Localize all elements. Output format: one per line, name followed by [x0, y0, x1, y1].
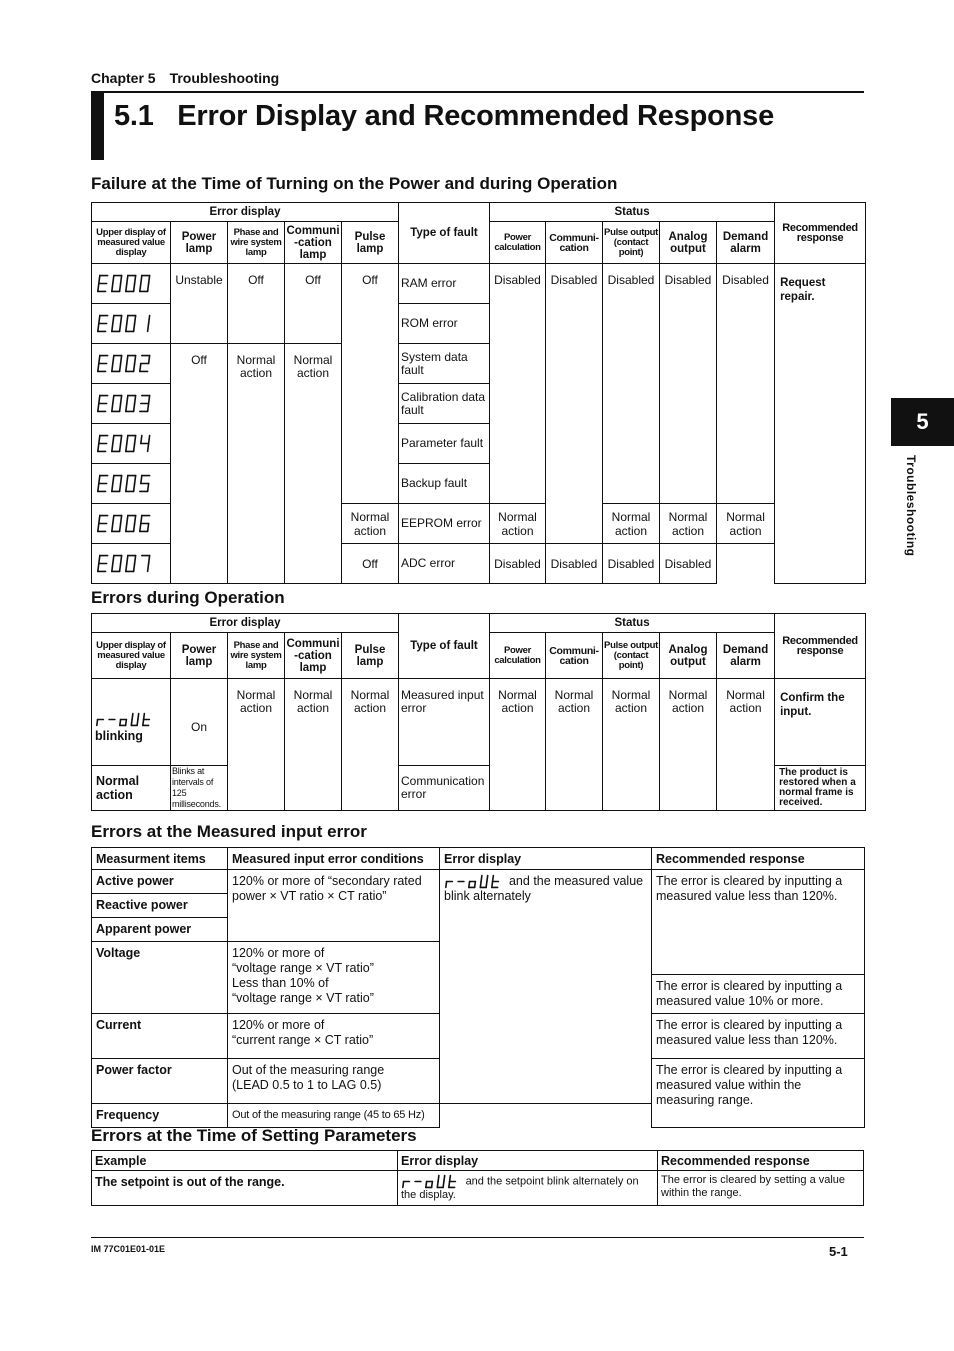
pulse-lamp-cell: Normal action — [342, 504, 399, 544]
chapter-tab-label: Troubleshooting — [904, 455, 918, 557]
comm-lamp-cell: Normal action — [285, 679, 342, 811]
status-power-calc: Normal action — [490, 504, 546, 544]
col-comm-lamp: Communi -cation lamp — [285, 222, 342, 264]
col-example: Example — [92, 1151, 398, 1171]
cond-line: “voltage range × VT ratio” — [232, 991, 374, 1005]
pulse-lamp-cell: Off — [342, 264, 399, 504]
blink-interval-note: Blinks at intervals of 125 milliseconds. — [171, 766, 228, 811]
condition-voltage — [228, 942, 440, 1014]
fault-cell: EEPROM error — [399, 504, 490, 544]
error-code-e004 — [92, 424, 171, 464]
status-demand: Disabled — [717, 264, 775, 504]
fault-cell: Parameter fault — [399, 424, 490, 464]
group-error-display: Error display — [92, 203, 399, 222]
section4-heading: Errors at the Time of Setting Parameters — [91, 1126, 417, 1145]
phase-lamp-cell: Off — [228, 264, 285, 344]
status-power-calc: Disabled — [490, 544, 546, 584]
col-phase-lamp: Phase and wire system lamp — [228, 633, 285, 679]
recommended-cell: Request repair. — [775, 264, 866, 584]
col-type-of-fault: Type of fault — [399, 614, 490, 679]
section2-heading: Errors during Operation — [91, 588, 285, 607]
blinking-label: blinking — [95, 728, 143, 743]
item-voltage: Voltage — [92, 942, 228, 1014]
chapter-title: Troubleshooting — [169, 70, 280, 86]
col-type-of-fault: Type of fault — [399, 203, 490, 264]
col-analog-output: Analog output — [660, 222, 717, 264]
measured-input-table — [91, 847, 865, 1128]
col-power-calc: Power calculation — [490, 633, 546, 679]
fault-cell: ROM error — [399, 304, 490, 344]
status-demand: Normal action — [717, 504, 775, 544]
status-pulse-output: Normal action — [603, 679, 660, 811]
item-power-factor: Power factor — [92, 1059, 228, 1104]
status-comm: Normal action — [546, 679, 603, 811]
error-code-e007 — [92, 544, 171, 584]
status-comm: Disabled — [546, 264, 603, 544]
cond-line: “current range × CT ratio” — [232, 1033, 374, 1047]
section3-heading: Errors at the Measured input error — [91, 822, 367, 841]
fault-cell: Calibration data fault — [399, 384, 490, 424]
col-error-display: Error display — [440, 848, 652, 870]
rec-cell: The error is cleared by setting a value within the range. — [658, 1171, 864, 1206]
item-current: Current — [92, 1014, 228, 1059]
page-number: 5-1 — [829, 1244, 848, 1259]
pulse-lamp-cell: Off — [342, 544, 399, 584]
phase-lamp-cell: Normal action — [228, 344, 285, 584]
col-power-calc: Power calculation — [490, 222, 546, 264]
rec-cell: The error is cleared by inputting a measured value less than 120%. — [652, 1014, 865, 1059]
error-display-text: and the measured value blink alternately — [444, 874, 644, 904]
chapter-tab: 5 — [891, 398, 954, 446]
col-recommended: Recommended response — [775, 614, 866, 679]
col-phase-lamp: Phase and wire system lamp — [228, 222, 285, 264]
col-comm-status: Communi- cation — [546, 633, 603, 679]
item-active-power: Active power — [92, 870, 228, 894]
title-bar — [91, 91, 104, 160]
error-code-e000 — [92, 264, 171, 304]
chapter-number: Chapter 5 — [91, 70, 156, 86]
col-recommended: Recommended response — [652, 848, 865, 870]
status-power-calc: Disabled — [490, 264, 546, 504]
col-recommended: Recommended response — [775, 203, 866, 264]
comm-lamp-cell: Off — [285, 264, 342, 344]
power-lamp-cell: Unstable — [171, 264, 228, 344]
error-display-cell — [398, 1171, 658, 1206]
fault-cell: Communication error — [399, 766, 490, 811]
col-demand-alarm: Demand alarm — [717, 222, 775, 264]
cond-line: (LEAD 0.5 to 1 to LAG 0.5) — [232, 1078, 382, 1092]
fault-cell: ADC error — [399, 544, 490, 584]
col-recommended: Recommended response — [658, 1151, 864, 1171]
status-analog: Normal action — [660, 679, 717, 811]
rout-code — [444, 874, 506, 888]
status-demand: Normal action — [717, 679, 775, 811]
col-analog-output: Analog output — [660, 633, 717, 679]
col-power-lamp: Power lamp — [171, 633, 228, 679]
status-pulse-output: Disabled — [603, 264, 660, 504]
condition-power-factor — [228, 1059, 440, 1104]
fault-cell: Backup fault — [399, 464, 490, 504]
group-error-display: Error display — [92, 614, 399, 633]
fault-cell: RAM error — [399, 264, 490, 304]
condition-current — [228, 1014, 440, 1059]
col-comm-lamp: Communi -cation lamp — [285, 633, 342, 679]
rout-display-cell — [92, 679, 171, 766]
col-pulse-lamp: Pulse lamp — [342, 633, 399, 679]
fault-cell: Measured input error — [399, 679, 490, 766]
pulse-lamp-cell: Normal action — [342, 679, 399, 811]
item-apparent-power: Apparent power — [92, 918, 228, 942]
power-lamp-cell: Off — [171, 344, 228, 584]
cond-line: Out of the measuring range — [232, 1063, 385, 1077]
normal-action-cell: Normal action — [92, 766, 171, 811]
rout-code — [95, 711, 167, 726]
chapter-header — [91, 70, 279, 86]
col-measurement-items: Measurment items — [92, 848, 228, 870]
title-rule — [91, 91, 864, 93]
status-analog: Disabled — [660, 264, 717, 504]
recommended-cell: Confirm the input. — [775, 679, 866, 766]
item-frequency: Frequency — [92, 1104, 228, 1128]
status-demand: Disabled — [660, 544, 717, 584]
cond-line: Less than 10% of — [232, 976, 329, 990]
col-pulse-output: Pulse output (contact point) — [603, 222, 660, 264]
rout-code — [401, 1175, 463, 1187]
section1-heading: Failure at the Time of Turning on the Power and during Operation — [91, 174, 618, 193]
power-lamp-on: On — [171, 679, 228, 766]
error-code-e003 — [92, 384, 171, 424]
cond-line: 120% or more of — [232, 1018, 325, 1032]
cond-line: “voltage range × VT ratio” — [232, 961, 374, 975]
condition-power: 120% or more of “secondary rated power × VT ratio × CT ratio” — [228, 870, 440, 942]
rec-cell: The error is cleared by inputting a measured value less than 120%. — [652, 870, 865, 975]
col-pulse-output: Pulse output (contact point) — [603, 633, 660, 679]
operation-errors-table — [91, 613, 866, 811]
item-reactive-power: Reactive power — [92, 894, 228, 918]
example-cell: The setpoint is out of the range. — [92, 1171, 398, 1206]
col-demand-alarm: Demand alarm — [717, 633, 775, 679]
error-code-e002 — [92, 344, 171, 384]
cond-line: 120% or more of — [232, 946, 325, 960]
rec-cell: The error is cleared by inputting a measured value 10% or more. — [652, 975, 865, 1014]
power-failure-table — [91, 202, 866, 584]
error-display-cell — [440, 870, 652, 1104]
condition-frequency: Out of the measuring range (45 to 65 Hz) — [228, 1104, 440, 1128]
col-power-lamp: Power lamp — [171, 222, 228, 264]
recommended-cell: The product is restored when a normal frame is received. — [775, 766, 866, 811]
comm-lamp-cell: Normal action — [285, 344, 342, 584]
footer-rule — [91, 1237, 864, 1238]
col-upper-display: Upper display of measured value display — [92, 633, 171, 679]
col-error-display: Error display — [398, 1151, 658, 1171]
status-pulse-output: Disabled — [546, 544, 603, 584]
col-pulse-lamp: Pulse lamp — [342, 222, 399, 264]
status-analog: Disabled — [603, 544, 660, 584]
page-title: 5.1 Error Display and Recommended Response — [114, 100, 775, 132]
phase-lamp-cell: Normal action — [228, 679, 285, 811]
error-display-text: and the setpoint blink alternately on the display. — [401, 1175, 639, 1201]
setting-params-table — [91, 1150, 864, 1206]
fault-cell: System data fault — [399, 344, 490, 384]
status-power-calc: Normal action — [490, 679, 546, 811]
col-conditions: Measured input error conditions — [228, 848, 440, 870]
col-upper-display: Upper display of measured value display — [92, 222, 171, 264]
status-analog: Normal action — [660, 504, 717, 544]
error-code-e001 — [92, 304, 171, 344]
group-status: Status — [490, 203, 775, 222]
rec-cell: The error is cleared by inputting a measured value within the measuring range. — [652, 1059, 865, 1128]
status-pulse-output: Normal action — [603, 504, 660, 544]
doc-id: IM 77C01E01-01E — [91, 1244, 166, 1254]
error-code-e005 — [92, 464, 171, 504]
col-comm-status: Communi- cation — [546, 222, 603, 264]
error-code-e006 — [92, 504, 171, 544]
group-status: Status — [490, 614, 775, 633]
